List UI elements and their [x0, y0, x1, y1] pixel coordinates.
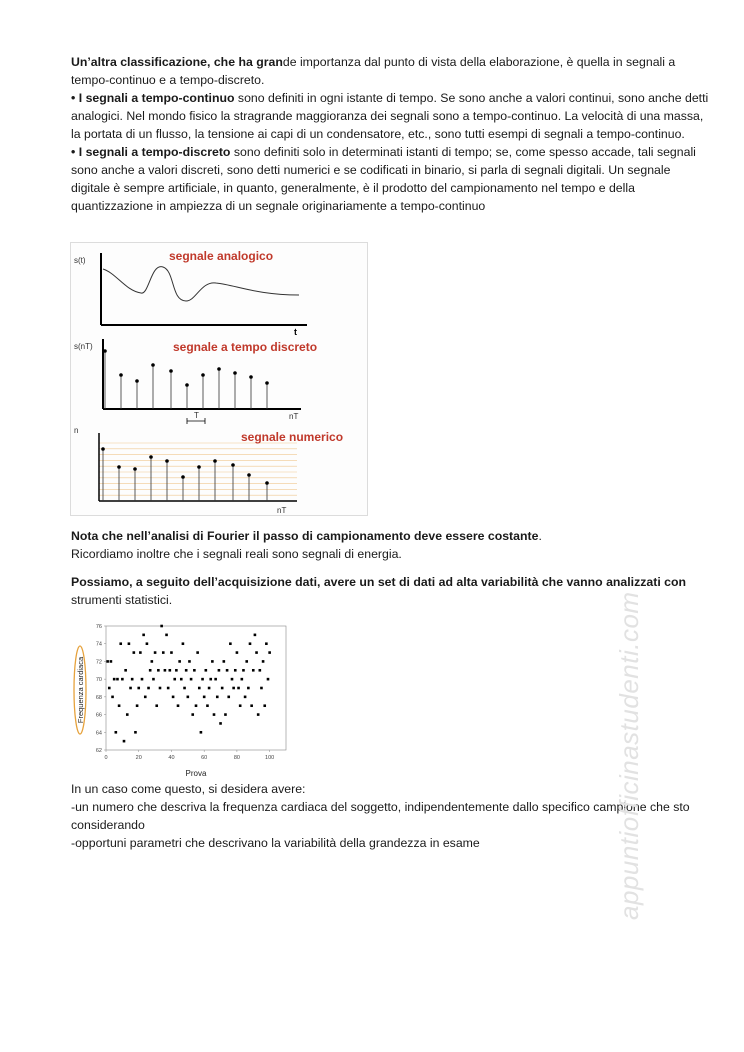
y-tick-label: 66: [95, 712, 102, 719]
scatter-point: [224, 713, 227, 716]
scatter-point: [116, 678, 119, 681]
paragraph-continuous-signals: • I segnali a tempo-continuo sono definiti in ogni istante di tempo. Se sono anche a valori continui, sono anche detti analogici. Nel mondo fisico la stragrande maggioranza dei segnali sono a tempo-continuo. La velocità di una massa, la portata di un flusso, la tensione ai capi di un condensatore, etc., sono tutti esempi di segnali a tempo-continuo.: [71, 91, 709, 141]
scatter-point: [221, 687, 224, 690]
scatter-point: [198, 687, 201, 690]
scatter-point: [244, 696, 247, 699]
nota-energia: Ricordiamo inoltre che i segnali reali sono segnali di energia.: [71, 547, 402, 561]
y-tick-label: 62: [95, 748, 102, 754]
scatter-point: [265, 642, 268, 645]
scatter-point: [187, 696, 190, 699]
label-numeric: segnale numerico: [241, 430, 344, 444]
scatter-point: [137, 687, 140, 690]
discrete-sample-point: [135, 379, 139, 383]
x-tick-label: 80: [233, 755, 240, 761]
y-axis-label: Frequenza cardiaca: [76, 656, 85, 724]
scatter-point: [268, 651, 271, 654]
scatter-point: [106, 660, 109, 663]
scatter-point: [259, 669, 262, 672]
scatter-point: [219, 722, 222, 725]
numeric-sample-point: [181, 475, 185, 479]
scatter-point: [213, 713, 216, 716]
discrete-sample-point: [217, 367, 221, 371]
scatter-point: [162, 651, 165, 654]
scatter-point: [206, 704, 209, 707]
discrete-sample-point: [201, 373, 205, 377]
scatter-point: [167, 687, 170, 690]
scatter-point: [188, 660, 191, 663]
scatter-point: [124, 669, 127, 672]
scatter-point: [165, 634, 168, 637]
scatter-point: [250, 704, 253, 707]
scatter-point: [119, 642, 122, 645]
scatter-point: [234, 669, 237, 672]
scatter-point: [157, 669, 160, 672]
nota-text-block: [71, 527, 711, 563]
scatter-point: [128, 642, 131, 645]
y-tick-label: 64: [95, 730, 102, 737]
scatter-point: [263, 704, 266, 707]
scatter-plot-svg: [70, 618, 292, 780]
numeric-sample-point: [149, 455, 153, 459]
scatter-point: [108, 687, 111, 690]
scatter-point: [247, 687, 250, 690]
discrete-sample-point: [233, 371, 237, 375]
scatter-point: [239, 704, 242, 707]
scatter-point: [249, 642, 252, 645]
discrete-sample-point: [169, 369, 173, 373]
scatter-point: [203, 696, 206, 699]
discrete-sample-point: [249, 375, 253, 379]
scatter-point: [229, 642, 232, 645]
scatter-point: [173, 678, 176, 681]
scatter-point: [209, 678, 212, 681]
label-analog: segnale analogico: [169, 249, 274, 263]
scatter-point: [237, 687, 240, 690]
plot-frame: [106, 626, 286, 750]
x-tick-label: 60: [201, 755, 208, 761]
y-ticks: [96, 624, 106, 754]
numeric-sample-point: [231, 463, 235, 467]
discrete-sample-point: [103, 349, 107, 353]
analog-y-label: s(t): [74, 256, 86, 265]
scatter-point: [144, 696, 147, 699]
scatter-point: [155, 704, 158, 707]
paragraph-discrete-signals: • I segnali a tempo-discreto sono definiti solo in determinati istanti di tempo; se, come spesso accade, tali segnali sono anche a valori discreti, sono detti numerici e se codificati in binario, si parla di segnali digitali. Un segnale digitale è sempre artificiale, in quanto, generalmente, è il prodotto del campionamento nel tempo e della quantizzazione in ampiezza di un segnale originariamente a tempo-continuo: [71, 145, 696, 213]
scatter-point: [232, 687, 235, 690]
y-tick-label: 70: [95, 677, 102, 684]
watermark-text: appuntiofficinastudenti.com: [614, 591, 644, 920]
scatter-point: [208, 687, 211, 690]
signal-types-figure: [70, 242, 368, 516]
scatter-point: [190, 678, 193, 681]
scatter-point: [136, 704, 139, 707]
scatter-point: [123, 740, 126, 743]
scatter-point: [236, 651, 239, 654]
numeric-y-label: n: [74, 426, 79, 435]
scatter-point: [170, 651, 173, 654]
scatter-point: [141, 678, 144, 681]
label-discrete: segnale a tempo discreto: [173, 340, 318, 354]
scatter-point: [191, 713, 194, 716]
x-tick-label: 100: [265, 755, 275, 761]
discrete-stems: [103, 349, 269, 409]
scatter-point: [196, 651, 199, 654]
scatter-point: [200, 731, 203, 734]
scatter-point: [110, 660, 113, 663]
scatter-point: [193, 669, 196, 672]
x-ticks: [104, 750, 274, 761]
scatter-point: [146, 642, 149, 645]
data-points: [106, 625, 271, 743]
scatter-point: [169, 669, 172, 672]
y-tick-label: 74: [95, 641, 102, 648]
scatter-point: [139, 651, 142, 654]
scatter-point: [214, 678, 217, 681]
x-tick-label: 0: [104, 755, 108, 761]
x-tick-label: 20: [135, 755, 142, 761]
scatter-point: [205, 669, 208, 672]
numeric-sample-point: [117, 465, 121, 469]
scatter-point: [245, 660, 248, 663]
heart-rate-scatter-chart: [70, 618, 292, 780]
numeric-sample-point: [197, 465, 201, 469]
scatter-point: [178, 660, 181, 663]
paragraph-classification: Un’altra classificazione, che ha grande importanza dal punto di vista della elaborazione, è quella in segnali a tempo-continuo e a tempo-discreto.: [71, 55, 676, 87]
scatter-point: [111, 696, 114, 699]
scatter-point: [254, 634, 257, 637]
scatter-point: [177, 704, 180, 707]
scatter-point: [152, 678, 155, 681]
scatter-point: [226, 669, 229, 672]
scatter-point: [216, 696, 219, 699]
scatter-point: [183, 687, 186, 690]
scatter-point: [218, 669, 221, 672]
discrete-x-label: nT: [289, 412, 299, 421]
scatter-point: [118, 704, 121, 707]
scatter-point: [182, 642, 185, 645]
scatter-point: [267, 678, 270, 681]
numeric-sample-point: [101, 447, 105, 451]
possiamo-paragraph: Possiamo, a seguito dell’acquisizione dati, avere un set di dati ad alta variabilità che vanno analizzati con strumenti statistici.: [71, 575, 687, 607]
scatter-point: [262, 660, 265, 663]
list-item-variabilita: -opportuni parametri che descrivano la variabilità della grandezza in esame: [71, 836, 480, 850]
analog-x-label: t: [294, 327, 297, 337]
scatter-point: [147, 687, 150, 690]
numeric-sample-point: [265, 481, 269, 485]
scatter-point: [175, 669, 178, 672]
x-axis-label: Prova: [185, 769, 207, 778]
scatter-point: [164, 669, 167, 672]
scatter-point: [149, 669, 152, 672]
discrete-y-label: s(nT): [74, 342, 93, 351]
scatter-point: [257, 713, 260, 716]
scatter-point: [211, 660, 214, 663]
scatter-point: [134, 731, 137, 734]
scatter-point: [260, 687, 263, 690]
numeric-sample-point: [165, 459, 169, 463]
scatter-point: [185, 669, 188, 672]
list-item-frequenza: -un numero che descriva la frequenza cardiaca del soggetto, indipendentemente dallo specifico campione che sto considerando: [71, 800, 690, 832]
scatter-point: [195, 704, 198, 707]
scatter-point: [242, 669, 245, 672]
scatter-point: [121, 678, 124, 681]
scatter-point: [255, 651, 258, 654]
numeric-sample-point: [247, 473, 251, 477]
scatter-point: [142, 634, 145, 637]
signal-types-drawing: [71, 243, 367, 515]
scatter-point: [126, 713, 129, 716]
sampling-period-label: T: [194, 411, 199, 420]
scatter-point: [201, 678, 204, 681]
scatter-point: [252, 669, 255, 672]
scatter-point: [131, 678, 134, 681]
numeric-sample-point: [133, 467, 137, 471]
in-un-caso: In un caso come questo, si desidera avere:: [71, 782, 306, 796]
numeric-sample-point: [213, 459, 217, 463]
scatter-point: [159, 687, 162, 690]
scatter-point: [160, 625, 163, 628]
y-tick-label: 68: [95, 694, 102, 701]
x-tick-label: 40: [168, 755, 175, 761]
y-tick-label: 76: [95, 624, 102, 630]
scatter-point: [227, 696, 230, 699]
numeric-stems: [101, 447, 269, 501]
scatter-point: [151, 660, 154, 663]
scatter-point: [113, 678, 116, 681]
scatter-point: [180, 678, 183, 681]
nota-fourier: Nota che nell’analisi di Fourier il passo di campionamento deve essere costante.: [71, 529, 542, 543]
scatter-point: [129, 687, 132, 690]
scatter-point: [241, 678, 244, 681]
intro-text-block: [71, 53, 711, 215]
numeric-x-label: nT: [277, 506, 287, 515]
discrete-sample-point: [119, 373, 123, 377]
scatter-point: [133, 651, 136, 654]
scatter-point: [223, 660, 226, 663]
discrete-sample-point: [265, 381, 269, 385]
scatter-point: [154, 651, 157, 654]
discrete-sample-point: [151, 363, 155, 367]
discrete-sample-point: [185, 383, 189, 387]
scatter-point: [172, 696, 175, 699]
scatter-point: [115, 731, 118, 734]
y-tick-label: 72: [95, 659, 102, 666]
scatter-point: [231, 678, 234, 681]
